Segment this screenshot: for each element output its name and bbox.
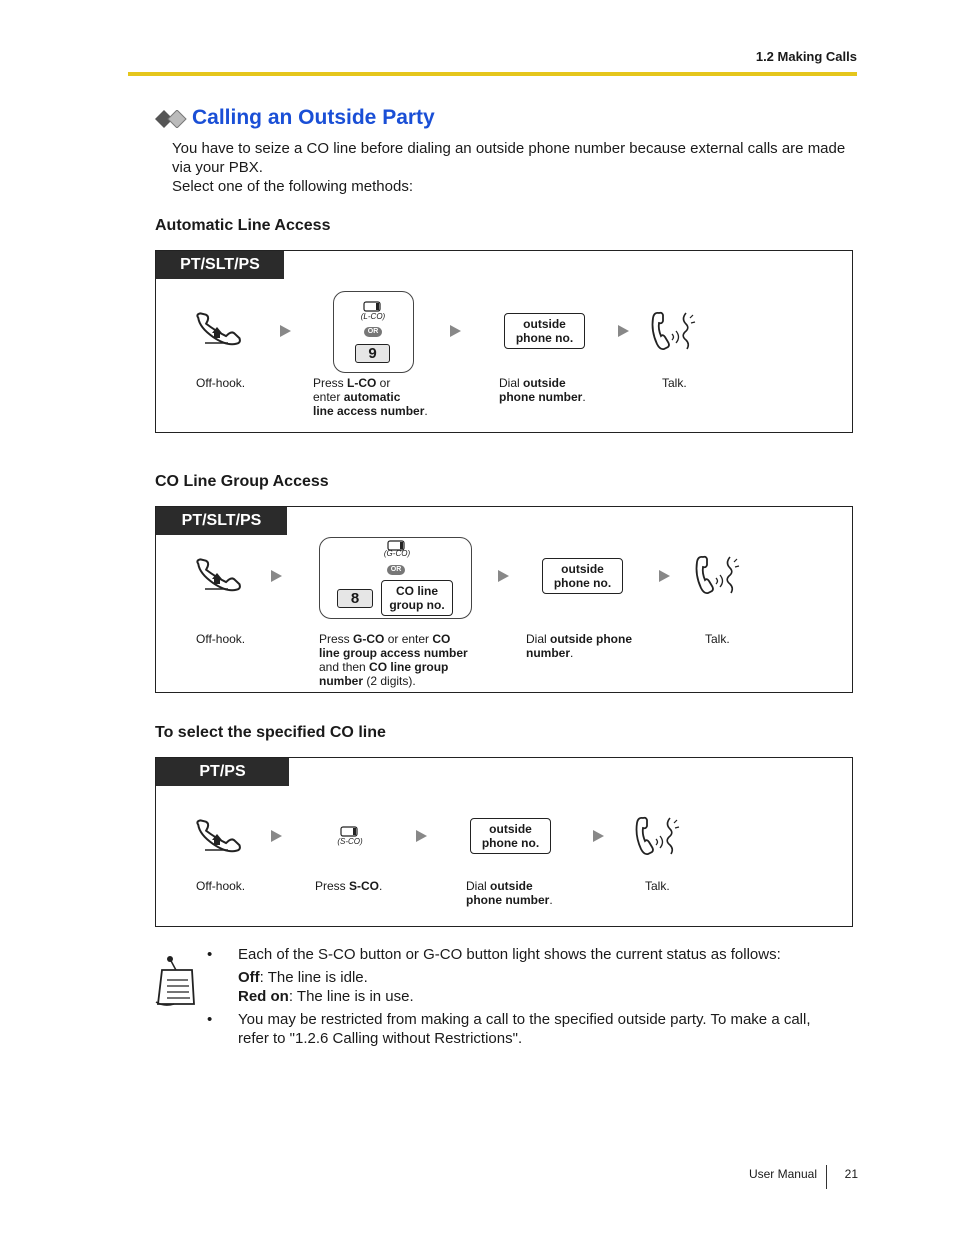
intro-line: via your PBX. — [172, 159, 263, 176]
arrow-right-icon — [280, 325, 291, 337]
step-caption: Dial outside phone number. — [526, 632, 633, 660]
list-item: • Each of the S-CO button or G-CO button light shows the current status as follows: — [207, 946, 781, 963]
arrow-right-icon — [271, 830, 282, 842]
dial-key: 8 — [337, 589, 373, 608]
outside-phone-no-key: outside phone no. — [470, 818, 551, 854]
section-heading: To select the specified CO line — [155, 724, 386, 741]
procedure-box — [155, 757, 853, 927]
step-caption: Off-hook. — [196, 879, 246, 893]
procedure-box — [155, 506, 853, 693]
intro-line: Select one of the following methods: — [172, 178, 413, 195]
off-hook-handset-icon — [194, 555, 244, 595]
outside-phone-no-key: outside phone no. — [542, 558, 623, 594]
step-caption: Press G-CO or enter CO line group access number and then CO line group number (2 digits). — [319, 632, 468, 688]
terminal-tag: PT/SLT/PS — [156, 507, 287, 535]
talk-handset-icon — [634, 814, 682, 858]
section-heading: Automatic Line Access — [155, 217, 331, 234]
intro-paragraph — [172, 139, 862, 196]
step-caption: Off-hook. — [196, 376, 246, 390]
step-caption: Dial outside phone number. — [466, 879, 553, 907]
or-badge: OR — [364, 327, 382, 337]
outside-phone-no-key: outside phone no. — [504, 313, 585, 349]
arrow-right-icon — [450, 325, 461, 337]
step-caption: Press S-CO. — [315, 879, 383, 893]
page-title: Calling an Outside Party — [192, 106, 435, 129]
section-heading: CO Line Group Access — [155, 473, 329, 490]
procedure-box — [155, 250, 853, 433]
status-description: Off: The line is idle. Red on: The line is in use. — [238, 969, 414, 1005]
step-caption: Press L-CO or enter automatic line access number. — [313, 376, 428, 418]
off-hook-handset-icon — [194, 816, 244, 856]
list-item: • You may be restricted from making a call to the specified outside party. To make a call, refer to "1.2.6 Calling without Restrictions". — [207, 1011, 811, 1047]
notepad-icon — [154, 954, 198, 1008]
terminal-tag: PT/PS — [156, 758, 289, 786]
arrow-right-icon — [618, 325, 629, 337]
double-diamond-icon — [155, 110, 189, 128]
page-number: 21 — [844, 1167, 858, 1181]
step-caption: Off-hook. — [196, 632, 246, 646]
off-hook-handset-icon — [194, 309, 244, 349]
step-caption: Dial outside phone number. — [499, 376, 586, 404]
step-caption: Talk. — [705, 632, 730, 646]
or-badge: OR — [387, 565, 405, 575]
arrow-right-icon — [659, 570, 670, 582]
button-label: (G-CO) — [383, 549, 411, 558]
footer-label: User Manual — [748, 1167, 817, 1181]
notes-list — [207, 945, 867, 1048]
button-label: (L-CO) — [360, 312, 386, 321]
footer-divider — [826, 1165, 827, 1189]
intro-line: You have to seize a CO line before dialing an outside phone number because external calls are made — [172, 140, 846, 157]
co-line-group-no-key: CO line group no. — [381, 580, 453, 616]
header-rule — [128, 72, 857, 76]
step-caption: Talk. — [645, 879, 670, 893]
co-button-icon — [340, 826, 360, 837]
terminal-tag: PT/SLT/PS — [156, 251, 284, 279]
arrow-right-icon — [498, 570, 509, 582]
arrow-right-icon — [271, 570, 282, 582]
button-label: (S-CO) — [337, 837, 363, 846]
dial-key: 9 — [355, 344, 390, 363]
co-button-icon — [363, 301, 383, 312]
step-caption: Talk. — [662, 376, 687, 390]
talk-handset-icon — [694, 553, 742, 597]
talk-handset-icon — [650, 309, 698, 353]
arrow-right-icon — [593, 830, 604, 842]
arrow-right-icon — [416, 830, 427, 842]
running-header: 1.2 Making Calls — [755, 49, 857, 64]
